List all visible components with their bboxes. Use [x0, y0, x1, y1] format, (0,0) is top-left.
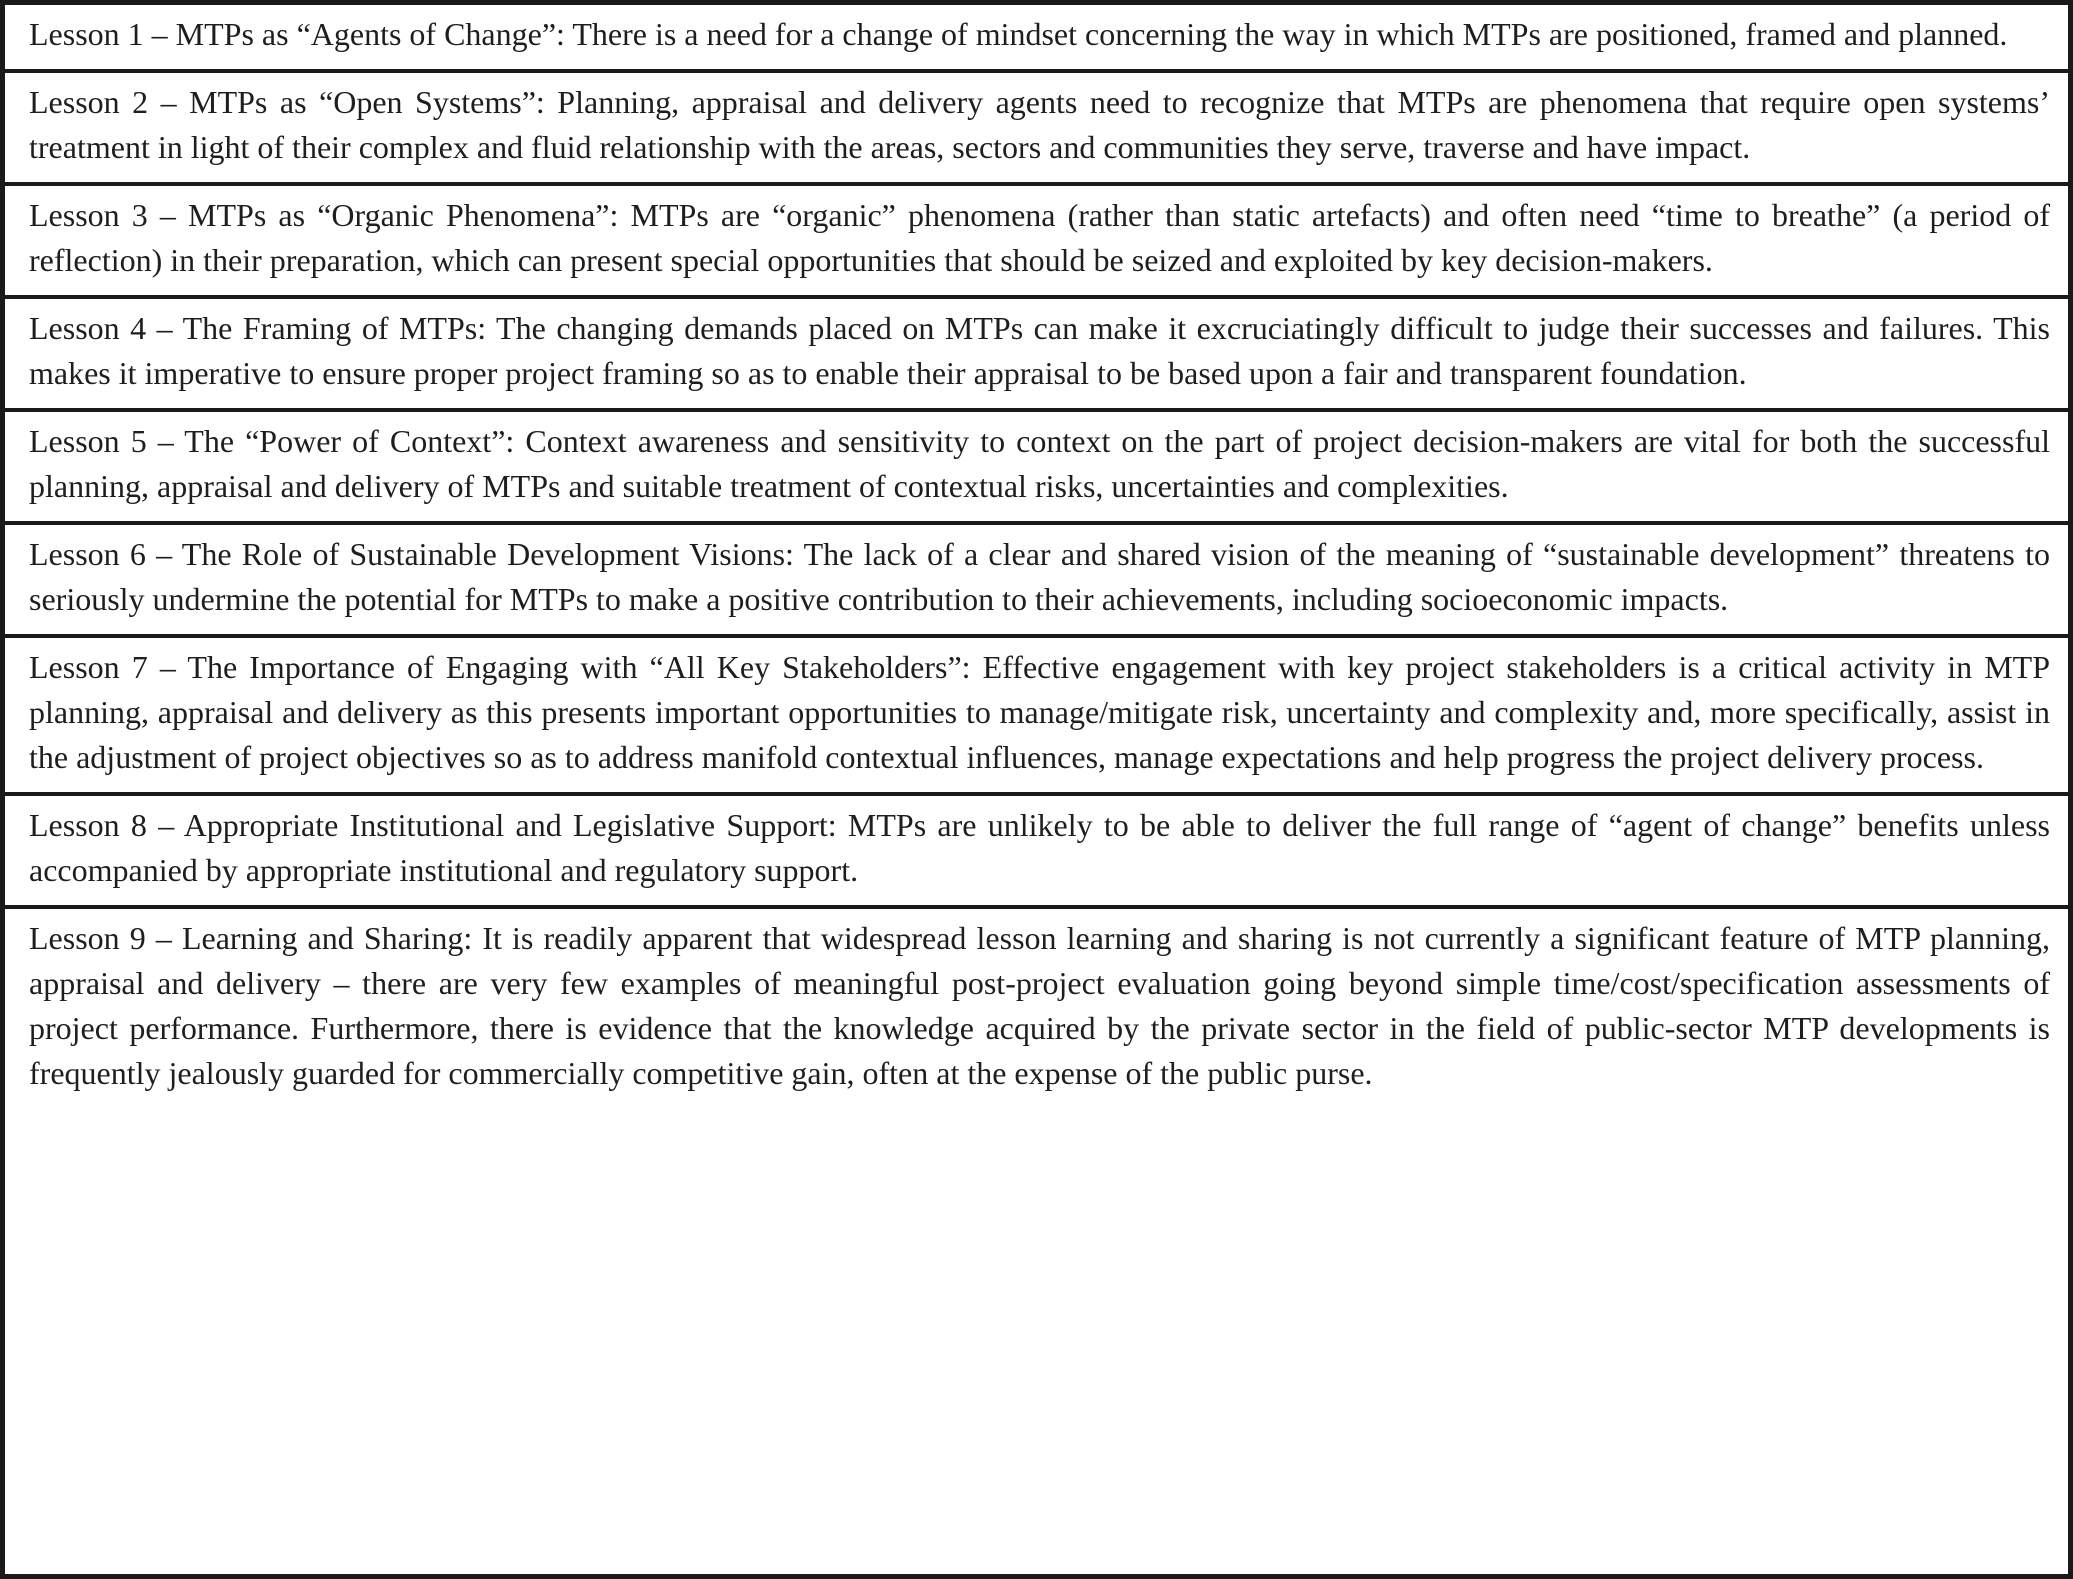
lesson-5-text: Lesson 5 – The “Power of Context”: Context awareness and sensitivity to context on the part of project decision-makers are vital for both the successful planning, appraisal and delivery of MTPs and suitable treatment of contextual risks, uncertainties and complexities.: [29, 423, 2050, 504]
table-row: [5, 299, 2068, 412]
lesson-2-text: Lesson 2 – MTPs as “Open Systems”: Planning, appraisal and delivery agents need to recognize that MTPs are phenomena that require open systems’ treatment in light of their complex and fluid relationship with the areas, sectors and communities they serve, traverse and have impact.: [29, 84, 2050, 165]
lesson-7-text: Lesson 7 – The Importance of Engaging with “All Key Stakeholders”: Effective engagement with key project stakeholders is a critical activity in MTP planning, appraisal and delivery as this presents important opportunities to manage/mitigate risk, uncertainty and complexity and, more specifically, assist in the adjustment of project objectives so as to address manifold contextual influences, manage expectations and help progress the project delivery process.: [29, 649, 2050, 775]
table-row: [5, 186, 2068, 299]
table-row: [5, 412, 2068, 525]
lesson-9-text: Lesson 9 – Learning and Sharing: It is readily apparent that widespread lesson learning and sharing is not currently a significant feature of MTP planning, appraisal and delivery – there are very few examples of meaningful post-project evaluation going beyond simple time/cost/specification assessments of project performance. Furthermore, there is evidence that the knowledge acquired by the private sector in the field of public-sector MTP developments is frequently jealously guarded for commercially competitive gain, often at the expense of the public purse.: [29, 920, 2050, 1091]
table-row: [5, 638, 2068, 796]
lesson-3-text: Lesson 3 – MTPs as “Organic Phenomena”: MTPs are “organic” phenomena (rather than static artefacts) and often need “time to breathe” (a period of reflection) in their preparation, which can present special opportunities that should be seized and exploited by key decision-makers.: [29, 197, 2050, 278]
lesson-1-text: Lesson 1 – MTPs as “Agents of Change”: There is a need for a change of mindset concerning the way in which MTPs are positioned, framed and planned.: [29, 16, 2008, 52]
table-row: [5, 525, 2068, 638]
table-row: [5, 73, 2068, 186]
table-row: [5, 5, 2068, 73]
lesson-4-text: Lesson 4 – The Framing of MTPs: The changing demands placed on MTPs can make it excruciatingly difficult to judge their successes and failures. This makes it imperative to ensure proper project framing so as to enable their appraisal to be based upon a fair and transparent foundation.: [29, 310, 2050, 391]
lesson-6-text: Lesson 6 – The Role of Sustainable Development Visions: The lack of a clear and shared vision of the meaning of “sustainable development” threatens to seriously undermine the potential for MTPs to make a positive contribution to their achievements, including socioeconomic impacts.: [29, 536, 2050, 617]
table-row: [5, 909, 2068, 1574]
lesson-8-text: Lesson 8 – Appropriate Institutional and Legislative Support: MTPs are unlikely to be able to deliver the full range of “agent of change” benefits unless accompanied by appropriate institutional and regulatory support.: [29, 807, 2050, 888]
table-row: [5, 796, 2068, 909]
